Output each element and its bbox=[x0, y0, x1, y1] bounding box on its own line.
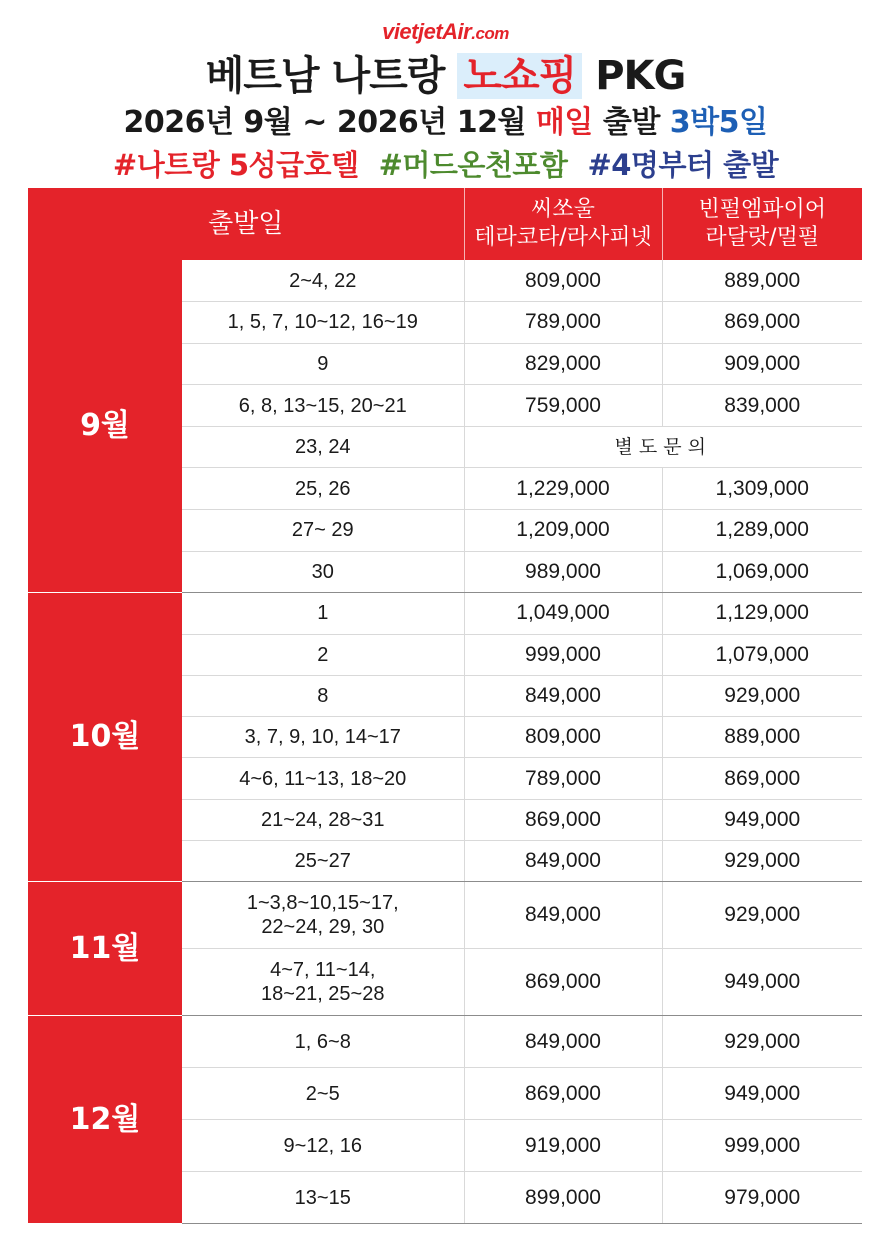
price-hotel-1: 1,049,000 bbox=[464, 593, 662, 634]
price-hotel-1: 809,000 bbox=[464, 717, 662, 758]
price-hotel-2: 929,000 bbox=[662, 1016, 862, 1068]
dates-line: 13~15 bbox=[294, 1186, 351, 1209]
table-row bbox=[28, 593, 862, 634]
dates-line: 8 bbox=[317, 684, 329, 707]
dates-line: 25~27 bbox=[294, 850, 351, 873]
inquiry-note: 별도문의 bbox=[464, 426, 862, 468]
dates-line: 25, 26 bbox=[294, 477, 351, 500]
departure-dates bbox=[182, 758, 464, 799]
brand-domain: .com bbox=[471, 24, 509, 43]
subtitle-duration: 3박5일 bbox=[669, 105, 768, 140]
hashtag-hotel: #나트랑 5성급호텔 bbox=[112, 148, 359, 182]
month-label: 9월 bbox=[28, 260, 182, 593]
departure-dates bbox=[182, 260, 464, 302]
departure-dates bbox=[182, 1068, 464, 1120]
dates-line: 2 bbox=[317, 643, 329, 666]
departure-dates bbox=[182, 1120, 464, 1172]
departure-dates bbox=[182, 551, 464, 593]
page-title bbox=[0, 50, 891, 102]
dates-line: 2~4, 22 bbox=[289, 269, 357, 292]
subtitle-period: 2026년 9월 ~ 2026년 12월 bbox=[123, 105, 536, 140]
subtitle-depart: 출발 bbox=[592, 105, 670, 140]
price-hotel-1: 849,000 bbox=[464, 675, 662, 716]
vietjet-logo bbox=[0, 14, 891, 50]
title-prefix: 베트남 나트랑 bbox=[205, 53, 458, 99]
price-hotel-2: 1,289,000 bbox=[662, 510, 862, 552]
price-hotel-2: 949,000 bbox=[662, 1068, 862, 1120]
departure-dates bbox=[182, 675, 464, 716]
month-label: 10월 bbox=[28, 593, 182, 882]
month-label: 12월 bbox=[28, 1016, 182, 1224]
price-hotel-2: 909,000 bbox=[662, 343, 862, 385]
price-hotel-1: 919,000 bbox=[464, 1120, 662, 1172]
poster-header bbox=[0, 0, 891, 188]
dates-line: 1, 6~8 bbox=[294, 1030, 351, 1053]
dates-line: 21~24, 28~31 bbox=[261, 808, 385, 831]
header-hotel-1-line1: 씨쏘울 bbox=[531, 197, 595, 222]
dates-line: 22~24, 29, 30 bbox=[261, 916, 385, 939]
price-hotel-2: 1,079,000 bbox=[662, 634, 862, 675]
price-hotel-1: 789,000 bbox=[464, 758, 662, 799]
price-hotel-1: 869,000 bbox=[464, 799, 662, 840]
price-hotel-1: 849,000 bbox=[464, 841, 662, 882]
price-hotel-1: 789,000 bbox=[464, 302, 662, 344]
price-hotel-1: 1,209,000 bbox=[464, 510, 662, 552]
price-hotel-1: 849,000 bbox=[464, 1016, 662, 1068]
header-hotel-1-line2: 테라코타/라사피넷 bbox=[474, 225, 652, 250]
price-hotel-1: 1,229,000 bbox=[464, 468, 662, 510]
departure-dates bbox=[182, 385, 464, 427]
departure-dates bbox=[182, 634, 464, 675]
departure-dates bbox=[182, 426, 464, 468]
price-hotel-2: 889,000 bbox=[662, 260, 862, 302]
hashtag-min-people: #4명부터 출발 bbox=[587, 148, 779, 182]
price-hotel-2: 929,000 bbox=[662, 841, 862, 882]
price-hotel-1: 759,000 bbox=[464, 385, 662, 427]
header-hotel-2-line2: 라달랏/멀펄 bbox=[705, 225, 820, 250]
title-highlight: 노쇼핑 bbox=[457, 53, 582, 99]
header-hotel-1 bbox=[464, 188, 662, 260]
price-table bbox=[28, 188, 862, 1224]
departure-dates bbox=[182, 841, 464, 882]
price-hotel-2: 1,069,000 bbox=[662, 551, 862, 593]
dates-line: 1~3,8~10,15~17, bbox=[246, 892, 399, 915]
price-hotel-2: 999,000 bbox=[662, 1120, 862, 1172]
dates-line: 18~21, 25~28 bbox=[261, 983, 385, 1006]
price-hotel-1: 849,000 bbox=[464, 882, 662, 949]
subtitle-daily: 매일 bbox=[535, 105, 593, 140]
price-hotel-2: 929,000 bbox=[662, 882, 862, 949]
brand-name: vietjetAir bbox=[382, 19, 472, 44]
price-table-header bbox=[28, 188, 862, 260]
dates-line: 1, 5, 7, 10~12, 16~19 bbox=[227, 311, 418, 334]
departure-dates bbox=[182, 799, 464, 840]
price-hotel-2: 889,000 bbox=[662, 717, 862, 758]
dates-line: 4~6, 11~13, 18~20 bbox=[239, 767, 407, 790]
departure-dates bbox=[182, 949, 464, 1016]
table-row bbox=[28, 882, 862, 949]
dates-line: 4~7, 11~14, bbox=[270, 959, 376, 982]
price-hotel-1: 809,000 bbox=[464, 260, 662, 302]
dates-line: 27~ 29 bbox=[291, 519, 354, 542]
dates-line: 1 bbox=[317, 602, 329, 625]
price-hotel-1: 829,000 bbox=[464, 343, 662, 385]
departure-dates bbox=[182, 1172, 464, 1224]
dates-line: 30 bbox=[311, 560, 334, 583]
price-hotel-2: 839,000 bbox=[662, 385, 862, 427]
title-suffix: PKG bbox=[582, 53, 686, 99]
departure-dates bbox=[182, 343, 464, 385]
price-hotel-2: 949,000 bbox=[662, 799, 862, 840]
dates-line: 9~12, 16 bbox=[283, 1134, 362, 1157]
hashtags bbox=[0, 144, 891, 186]
departure-dates bbox=[182, 468, 464, 510]
departure-dates bbox=[182, 510, 464, 552]
price-hotel-1: 869,000 bbox=[464, 949, 662, 1016]
price-hotel-2: 929,000 bbox=[662, 675, 862, 716]
header-hotel-2-line1: 빈펄엠파이어 bbox=[698, 197, 827, 222]
price-hotel-1: 999,000 bbox=[464, 634, 662, 675]
dates-line: 9 bbox=[317, 352, 329, 375]
departure-dates bbox=[182, 1016, 464, 1068]
price-hotel-1: 869,000 bbox=[464, 1068, 662, 1120]
price-hotel-1: 899,000 bbox=[464, 1172, 662, 1224]
month-label: 11월 bbox=[28, 882, 182, 1016]
table-row bbox=[28, 260, 862, 302]
price-hotel-2: 869,000 bbox=[662, 302, 862, 344]
departure-dates bbox=[182, 882, 464, 949]
price-hotel-2: 1,129,000 bbox=[662, 593, 862, 634]
price-hotel-1: 989,000 bbox=[464, 551, 662, 593]
price-table-body bbox=[28, 260, 862, 1224]
dates-line: 23, 24 bbox=[294, 436, 351, 459]
departure-dates bbox=[182, 302, 464, 344]
departure-dates bbox=[182, 593, 464, 634]
hashtag-mud-spa: #머드온천포함 bbox=[378, 148, 568, 182]
dates-line: 6, 8, 13~15, 20~21 bbox=[238, 394, 407, 417]
header-departure-date: 출발일 bbox=[28, 188, 464, 260]
price-hotel-2: 869,000 bbox=[662, 758, 862, 799]
price-hotel-2: 979,000 bbox=[662, 1172, 862, 1224]
price-hotel-2: 949,000 bbox=[662, 949, 862, 1016]
dates-line: 3, 7, 9, 10, 14~17 bbox=[244, 726, 401, 749]
subtitle bbox=[0, 103, 891, 143]
departure-dates bbox=[182, 717, 464, 758]
price-hotel-2: 1,309,000 bbox=[662, 468, 862, 510]
dates-line: 2~5 bbox=[305, 1082, 340, 1105]
table-row bbox=[28, 1016, 862, 1068]
header-hotel-2 bbox=[662, 188, 862, 260]
